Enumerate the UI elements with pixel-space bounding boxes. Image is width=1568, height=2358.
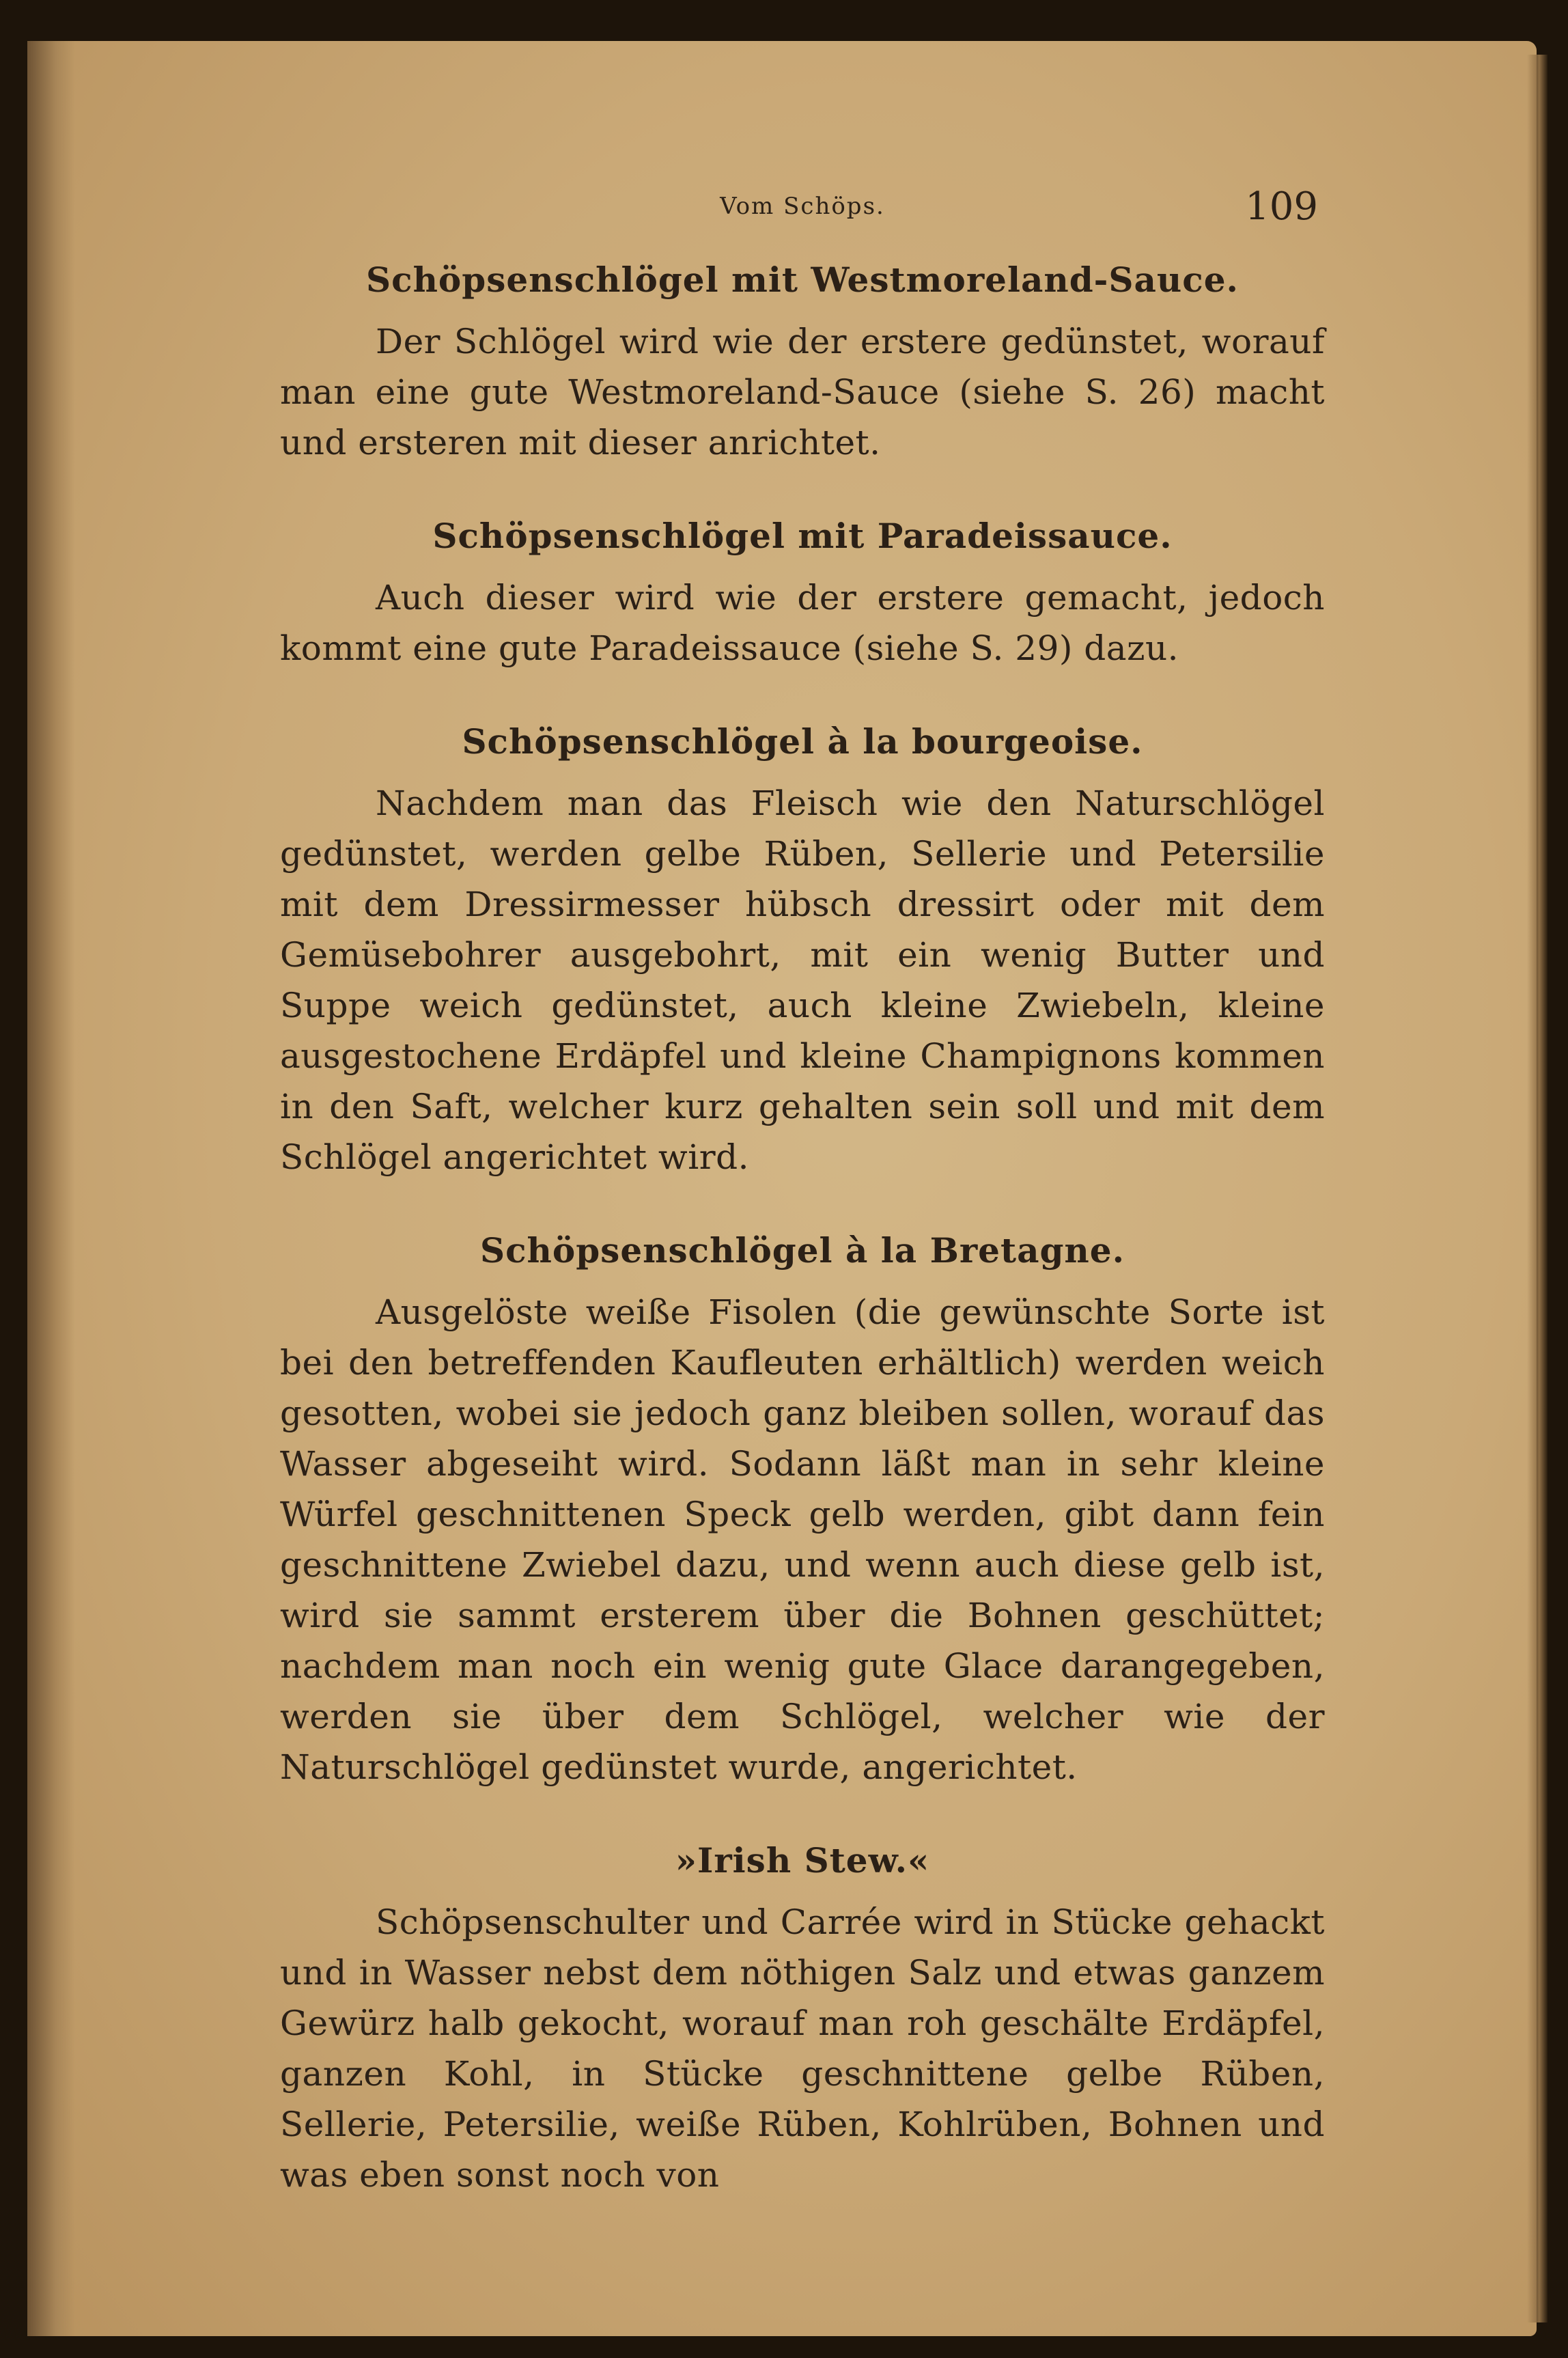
recipe-text: Ausgelöste weiße Fisolen (die gewünschte Sorte ist bei den betreffenden Kaufleuten erhältlich) werden weich gesotten, wobei sie jedoch ganz bleiben sollen, worauf das Wasser abgeseiht wird. Sodann läßt man in sehr kleine Würfel geschnittenen Speck gelb werden, gibt dann fein geschnittene Zwiebel dazu, und wenn auch diese gelb ist, wird sie sammt ersterem über die Bohnen geschüttet; nachdem man noch ein wenig gute Glace darangegeben, werden sie über dem Schlögel, welcher wie der Naturschlögel gedünstet wurde, angerichtet. <box>280 1292 1325 1787</box>
recipe-heading: Schöpsenschlögel à la bourgeoise. <box>462 721 1143 762</box>
page-number: 109 <box>1245 184 1318 229</box>
recipe-heading: Schöpsenschlögel mit Westmoreland-Sauce. <box>366 260 1239 300</box>
recipe-heading: Schöpsenschlögel à la Bretagne. <box>479 1230 1125 1271</box>
recipe-westmoreland <box>280 260 1325 468</box>
recipe-bretagne <box>280 1230 1325 1792</box>
binding-gutter <box>27 41 75 2336</box>
recipe-text: Schöpsenschulter und Carrée wird in Stücke gehackt und in Wasser nebst dem nöthigen Salz und etwas ganzem Gewürz halb gekocht, worauf man roh geschälte Erdäpfel, ganzen Kohl, in Stücke geschnittene gelbe Rüben, Sellerie, Petersilie, weiße Rüben, Kohlrüben, Bohnen und was eben sonst noch von <box>280 1902 1325 2195</box>
running-title: Vom Schöps. <box>720 193 885 220</box>
recipe-heading: Schöpsenschlögel mit Paradeissauce. <box>432 516 1173 556</box>
recipe-text: Auch dieser wird wie der erstere gemacht, jedoch kommt eine gute Paradeissauce (siehe S. 29) dazu. <box>280 578 1325 668</box>
page-content <box>280 184 1325 2248</box>
page-edge <box>1527 55 1548 2322</box>
recipe-irish-stew <box>280 1840 1325 2200</box>
recipe-bourgeoise <box>280 721 1325 1182</box>
recipe-heading: »Irish Stew.« <box>675 1840 930 1881</box>
recipe-text: Nachdem man das Fleisch wie den Naturschlögel gedünstet, werden gelbe Rüben, Sellerie und Petersilie mit dem Dressirmesser hübsch dressirt oder mit dem Gemüsebohrer ausgebohrt, mit ein wenig Butter und Suppe weich gedünstet, auch kleine Zwiebeln, kleine ausgestochene Erdäpfel und kleine Champignons kommen in den Saft, welcher kurz gehalten sein soll und mit dem Schlögel angerichtet wird. <box>280 783 1325 1177</box>
recipe-text: Der Schlögel wird wie der erstere gedünstet, worauf man eine gute Westmoreland-Sauce (siehe S. 26) macht und ersteren mit dieser anrichtet. <box>280 322 1325 462</box>
running-head <box>280 184 1325 232</box>
recipe-paradeissauce <box>280 516 1325 674</box>
